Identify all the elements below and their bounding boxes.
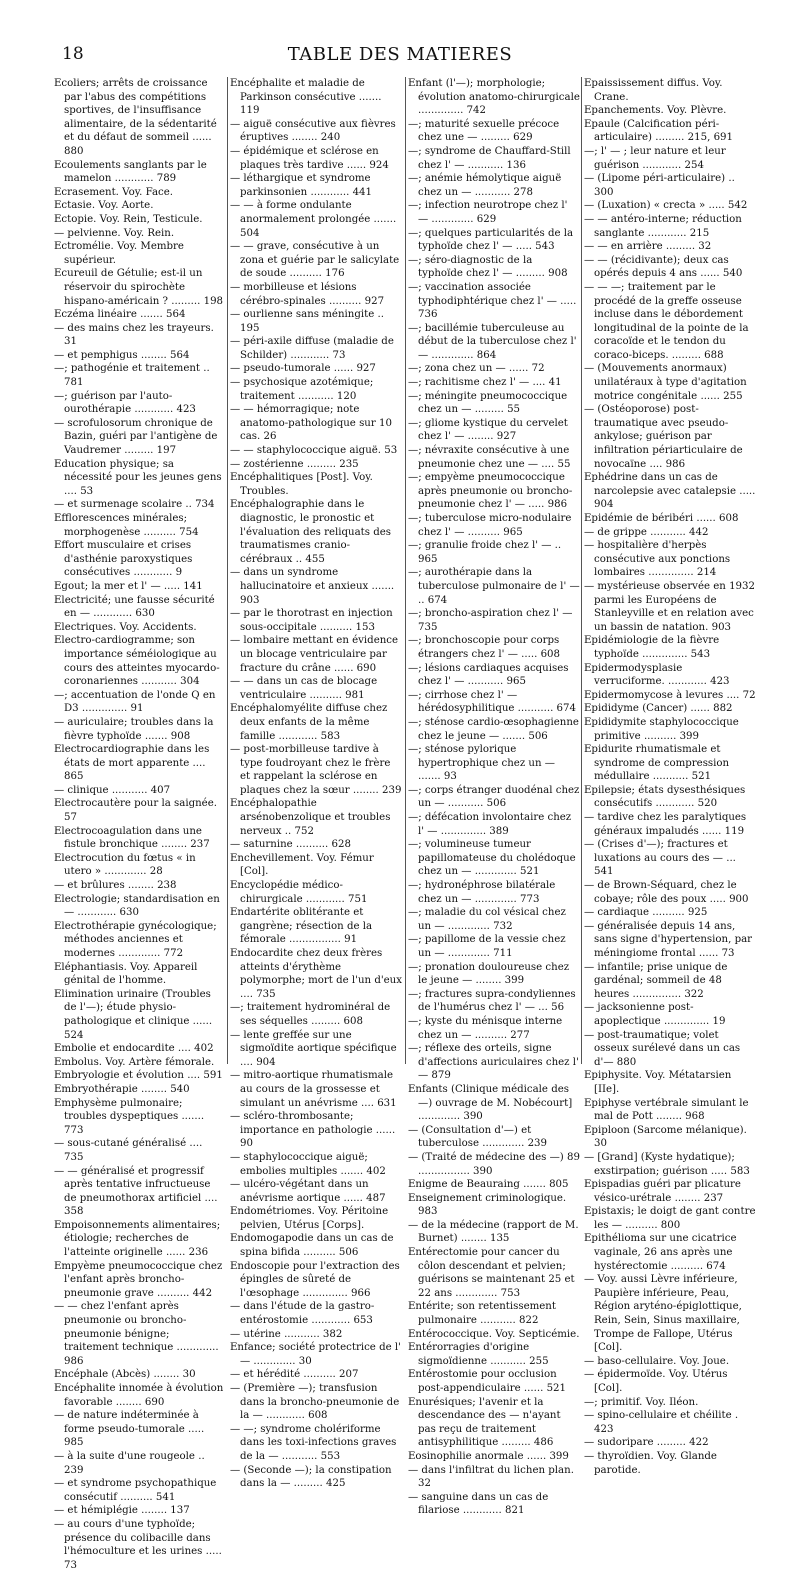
- index-entry: Epiphyse vertébrale simulant le mal de Pott ........ 968: [584, 1097, 749, 1123]
- index-entry: Eosinophilie anormale ...... 399: [408, 1450, 569, 1462]
- index-entry: Ectasie. Voy. Aorte.: [54, 200, 154, 212]
- index-column-1: [54, 77, 224, 1572]
- column-divider: [227, 77, 228, 1064]
- index-entry: — baso-cellulaire. Voy. Joue.: [584, 1355, 730, 1367]
- index-entry: — aiguë consécutive aux fièvres éruptives ........ 240: [230, 118, 396, 144]
- index-entry: — et pemphigus ........ 564: [54, 349, 190, 361]
- index-entry: — tardive chez les paralytiques généraux impaludés ...... 119: [584, 812, 747, 837]
- index-entry: — — grave, consécutive à un zona et guérie par le salicylate de soude .......... 176: [230, 241, 400, 280]
- index-entry: — spino-cellulaire et chéilite . 423: [584, 1410, 739, 1435]
- index-entry: Epanchements. Voy. Plèvre.: [584, 105, 727, 117]
- index-entry: —; gliome kystique du cervelet chez l' — ........ 927: [408, 417, 568, 443]
- index-entry: Endocardite chez deux frères atteints d'érythème polymorphe; mort de l'un d'eux .... 735: [230, 948, 402, 1000]
- index-entry: Elimination urinaire (Troubles de l'—); étude physio-pathologique et clinique ...... 524: [54, 988, 213, 1041]
- index-entry: Encéphalopathie arsénobenzolique et troubles nerveux .. 752: [230, 798, 391, 837]
- index-entry: Encéphalite innomée à évolution favorable ........ 690: [54, 1383, 224, 1408]
- index-entry: —; quelques particularités de la typhoïde chez l' — ..... 543: [408, 227, 574, 253]
- index-entry: — staphylococcique aiguë; embolies multiples ....... 402: [230, 1151, 386, 1177]
- index-entry: — (Première —); transfusion dans la broncho-pneumonie de la — ............ 608: [230, 1383, 400, 1422]
- index-entry: — [Grand] (Kyste hydatique); exstirpation; guérison ..... 583: [584, 1151, 750, 1177]
- index-entry: —; syndrome de Chauffard-Still chez l' — ........... 136: [408, 145, 571, 171]
- index-entry: Epidurite rhumatismale et syndrome de compression médullaire ........... 521: [584, 744, 730, 783]
- index-entry: — dans un syndrome hallucinatoire et anxieux ....... 903: [230, 567, 395, 606]
- index-entry: Epiploon (Sarcome mélanique). 30: [584, 1124, 747, 1150]
- index-entry: Embryothérapie ........ 540: [54, 1083, 190, 1095]
- index-entry: Electrologie; standardisation en — ............ 630: [54, 893, 220, 919]
- index-entry: —; fractures supra-condyliennes de l'humérus chez l' — ... 56: [408, 988, 576, 1014]
- index-entry: — et syndrome psychopathique consécutif .......... 541: [54, 1478, 217, 1503]
- index-entry: — — antéro-interne; réduction sanglante ............ 215: [584, 213, 742, 239]
- index-entry: Epistaxis; le doigt de gant contre les — .......... 800: [584, 1206, 756, 1231]
- index-entry: Endartérite oblitérante et gangrène; résection de la fémorale ................ 91: [230, 907, 373, 946]
- index-entry: Embolie et endocardite .... 402: [54, 1043, 214, 1055]
- column-divider: [581, 77, 582, 1064]
- index-column-3: [408, 77, 580, 1518]
- index-entry: Enfance; société protectrice de l' — ............. 30: [230, 1342, 401, 1367]
- index-entry: —; méningite pneumococcique chez un — ......... 55: [408, 390, 568, 416]
- index-entry: Encéphalitiques [Post]. Voy. Troubles.: [230, 472, 373, 497]
- column-divider: [405, 77, 406, 1064]
- index-column-2: [230, 77, 402, 1491]
- index-entry: Eléphantiasis. Voy. Appareil génital de l'homme.: [54, 961, 198, 987]
- index-entry: — — à forme ondulante anormalement prolongée ....... 504: [230, 200, 397, 239]
- index-entry: Empyème pneumococcique chez l'enfant après broncho-pneumonie grave .......... 442: [54, 1260, 223, 1299]
- index-entry: —; rachitisme chez l' — .... 41: [408, 377, 562, 389]
- index-entry: — lente greffée sur une sigmoïdite aortique spécifique .... 904: [230, 1029, 397, 1068]
- index-entry: — lombaire mettant en évidence un blocage ventriculaire par fracture du crâne ...... 690: [230, 635, 399, 674]
- index-entry: — de la médecine (rapport de M. Burnet) ........ 135: [408, 1219, 579, 1245]
- index-entry: — de Brown-Séquard, chez le cobaye; rôle des poux ..... 900: [584, 880, 749, 905]
- index-entry: — zostérienne ......... 235: [230, 458, 359, 470]
- index-entry: — (Lipome péri-articulaire) .. 300: [584, 173, 735, 198]
- index-entry: —; guérison par l'auto-ourothérapie ............ 423: [54, 390, 196, 416]
- index-entry: — des mains chez les trayeurs. 31: [54, 322, 214, 348]
- index-entry: —; défécation involontaire chez l' — .............. 389: [408, 812, 572, 837]
- index-entry: —; maturité sexuelle précoce chez une — ......... 629: [408, 118, 560, 144]
- index-entry: — (Crises d'—); fractures et luxations au cours des — ... 541: [584, 839, 736, 878]
- index-entry: Encéphalographie dans le diagnostic, le pronostic et l'évaluation des reliquats des traumatismes cranio-cérébraux .. 455: [230, 499, 392, 565]
- index-entry: Electro-cardiogramme; son importance séméiologique au cours des atteintes myocardo-coronariennes ........... 304: [54, 635, 220, 688]
- index-entry: Eczéma linéaire ....... 564: [54, 309, 186, 321]
- index-entry: — pseudo-tumorale ...... 927: [230, 363, 376, 375]
- index-entry: —; anémie hémolytique aiguë chez un — ........... 278: [408, 173, 562, 198]
- index-entry: Entérococcique. Voy. Septicémie.: [408, 1328, 580, 1340]
- index-entry: — psychosique azotémique; traitement ........... 120: [230, 377, 374, 402]
- page-number: 18: [62, 44, 84, 64]
- index-entry: Education physique; sa nécessité pour les jeunes gens .... 53: [54, 458, 222, 497]
- index-entry: Epididyme (Cancer) ...... 882: [584, 703, 733, 715]
- index-entry: — post-traumatique; volet osseux surélevé dans un cas d'— 880: [584, 1029, 741, 1068]
- index-entry: — léthargique et syndrome parkinsonien ............ 441: [230, 173, 373, 198]
- index-entry: Effort musculaire et crises d'asthénie paroxystiques consécutives ............ 9: [54, 540, 193, 579]
- index-entry: Ecoulements sanglants par le mamelon ............ 789: [54, 159, 207, 185]
- index-entry: —; sténose pylorique hypertrophique chez un — ....... 93: [408, 744, 555, 783]
- index-entry: Entérite; son retentissement pulmonaire ........... 822: [408, 1301, 556, 1327]
- index-entry: Endomogapodie dans un cas de spina bifida .......... 506: [230, 1233, 394, 1259]
- index-entry: Enfant (l'—); morphologie; évolution anatomo-chirurgicale .............. 742: [408, 78, 580, 117]
- index-entry: Endoscopie pour l'extraction des épingles de sûreté de l'œsophage .............. 966: [230, 1260, 400, 1299]
- index-entry: Electrocution du fœtus « in utero » ............. 28: [54, 852, 196, 878]
- index-entry: — — chez l'enfant après pneumonie ou broncho-pneumonie bénigne; traitement technique ............. 986: [54, 1301, 219, 1367]
- index-entry: — (Ostéoporose) post-traumatique avec pseudo-ankylose; guérison par infiltration périarticulaire de novocaïne .... 986: [584, 404, 743, 470]
- index-entry: — de grippe ........... 442: [584, 526, 709, 538]
- index-entry: Epaississement diffus. Voy. Crane.: [584, 78, 723, 103]
- index-entry: —; volumineuse tumeur papillomateuse du cholédoque chez un — ............. 521: [408, 839, 576, 878]
- index-entry: — épidémique et sclérose en plaques très tardive ...... 924: [230, 145, 389, 171]
- index-entry: — de nature indéterminée à forme pseudo-tumorale ..... 985: [54, 1410, 205, 1449]
- index-entry: Epaule (Calcification péri-articulaire) ......... 215, 691: [584, 118, 734, 144]
- index-entry: —; kyste du ménisque interne chez un — .......... 277: [408, 1015, 563, 1041]
- index-entry: — ourlienne sans méningite .. 195: [230, 309, 384, 334]
- index-entry: Electrothérapie gynécologique; méthodes anciennes et modernes ............. 772: [54, 920, 217, 959]
- index-entry: Electrocoagulation dans une fistule bronchique ........ 237: [54, 825, 210, 851]
- index-column-4: [584, 77, 756, 1477]
- index-entry: — —; syndrome cholériforme dans les toxi-infections graves de la — ........... 553: [230, 1423, 397, 1462]
- index-entry: —; lésions cardiaques acquises chez l' — ........... 965: [408, 662, 569, 688]
- index-entry: — et hémiplégie ........ 137: [54, 1505, 190, 1517]
- index-entry: — cardiaque .......... 925: [584, 907, 708, 919]
- index-entry: —; broncho-aspiration chez l' — 735: [408, 608, 573, 633]
- index-entry: — — staphylococcique aiguë. 53: [230, 445, 398, 457]
- index-entry: — par le thorotrast en injection sous-occipitale .......... 153: [230, 608, 393, 633]
- index-entry: —; bronchoscopie pour corps étrangers chez l' — ..... 608: [408, 635, 561, 660]
- index-entry: Empoisonnements alimentaires; étiologie; recherches de l'atteinte originelle ...... 236: [54, 1219, 221, 1259]
- index-entry: Epispadias guéri par plicature vésico-urétrale ........ 237: [584, 1179, 741, 1204]
- index-entry: Entérostomie pour occlusion post-appendiculaire ...... 521: [408, 1369, 567, 1394]
- index-entry: —; réflexe des orteils, signe d'affections auriculaires chez l' — 879: [408, 1043, 579, 1082]
- index-entry: — à la suite d'une rougeole .. 239: [54, 1450, 205, 1476]
- index-entry: Efflorescences minérales; morphogenèse .......... 754: [54, 513, 199, 538]
- index-entry: — clinique ........... 407: [54, 784, 171, 796]
- index-entry: —; névraxite consécutive à une pneumonie chez une — .... 55: [408, 445, 571, 470]
- index-entry: — morbilleuse et lésions cérébro-spinales .......... 927: [230, 281, 385, 307]
- index-entry: — pelvienne. Voy. Rein.: [54, 227, 175, 239]
- index-entry: Egout; la mer et l' — ..... 141: [54, 580, 203, 592]
- index-entry: — (Seconde —); la constipation dans la — ......... 425: [230, 1464, 392, 1490]
- index-entry: — scrofulosorum chronique de Bazin, guéri par l'antigène de Vaudremer ......... 197: [54, 417, 218, 457]
- index-entry: — et surmenage scolaire .. 734: [54, 499, 215, 511]
- index-entry: — jacksonienne post-apoplectique .............. 19: [584, 1002, 726, 1027]
- index-entry: — mystérieuse observée en 1932 parmi les Européens de Stanleyville et en relation avec un bassin de natation. 903: [584, 580, 755, 633]
- index-entry: Encéphale (Abcès) ........ 30: [54, 1369, 196, 1381]
- index-entry: — sudoripare ......... 422: [584, 1437, 709, 1449]
- index-entry: — saturnine .......... 628: [230, 839, 351, 851]
- index-entry: — utérine ........... 382: [230, 1328, 343, 1340]
- index-entry: —; maladie du col vésical chez un — ............. 732: [408, 907, 566, 932]
- index-entry: — scléro-thrombosante; importance en pathologie ...... 90: [230, 1111, 396, 1150]
- index-entry: Encyclopédie médico-chirurgicale ............ 751: [230, 880, 368, 905]
- index-entry: —; pronation douloureuse chez le jeune — ........ 399: [408, 961, 570, 987]
- page-title: TABLE DES MATIERES: [287, 44, 513, 65]
- index-entry: Ephédrine dans un cas de narcolepsie avec catalepsie ..... 904: [584, 472, 756, 511]
- index-entry: — (Consultation d'—) et tuberculose ............. 239: [408, 1124, 548, 1150]
- index-entry: Enseignement criminologique. 983: [408, 1192, 567, 1218]
- index-entry: —; sténose cardio-œsophagienne chez le jeune — ....... 506: [408, 716, 579, 742]
- index-entry: — — généralisé et progressif après tentative infructueuse de pneumothorax artificiel .... 358: [54, 1165, 218, 1218]
- index-entry: — (Mouvements anormaux) unilatéraux à type d'agitation motrice congénitale ...... 255: [584, 363, 747, 402]
- index-entry: Enchevillement. Voy. Fémur [Col].: [230, 852, 374, 878]
- index-entry: —; hydronéphrose bilatérale chez un — ............. 773: [408, 880, 556, 905]
- index-entry: —; tuberculose micro-nodulaire chez l' — .......... 965: [408, 513, 572, 538]
- index-entry: Ectopie. Voy. Rein, Testicule.: [54, 213, 203, 225]
- index-entry: — mitro-aortique rhumatismale au cours de la grossesse et simulant un anévrisme .... 631: [230, 1070, 397, 1109]
- index-entry: Epidermomycose à levures .... 72: [584, 689, 756, 701]
- index-entry: — auriculaire; troubles dans la fièvre typhoïde ....... 908: [54, 716, 214, 742]
- index-entry: Embolus. Voy. Artère fémorale.: [54, 1056, 215, 1068]
- index-entry: —; cirrhose chez l' — hérédosyphilitique ........... 674: [408, 689, 576, 715]
- index-entry: Ecureuil de Gétulie; est-il un réservoir du spirochète hispano-américain ? ......... 198: [54, 268, 224, 307]
- index-entry: — dans l'infiltrat du lichen plan. 32: [408, 1464, 574, 1490]
- index-entry: —; infection neurotrope chez l' — ............. 629: [408, 200, 568, 225]
- index-entry: Embryologie et évolution .... 591: [54, 1070, 223, 1082]
- index-entry: — dans l'étude de la gastro-entérostomie ............ 653: [230, 1301, 375, 1327]
- index-entry: — hospitalière d'herpès consécutive aux ponctions lombaires .............. 214: [584, 540, 731, 579]
- index-entry: Enurésiques; l'avenir et la descendance des — n'ayant pas reçu de traitement antisyphilitique ......... 486: [408, 1396, 561, 1449]
- index-entry: — et brûlures ........ 238: [54, 880, 177, 892]
- index-entry: —; aurothérapie dans la tuberculose pulmonaire de l' — .. 674: [408, 567, 580, 606]
- index-entry: Emphysème pulmonaire; troubles dyspeptiques ....... 773: [54, 1097, 205, 1136]
- index-entry: Endométriomes. Voy. Péritoine pelvien, Utérus [Corps].: [230, 1206, 389, 1231]
- index-entry: —; papillome de la vessie chez un — ............. 711: [408, 934, 566, 959]
- index-entry: Encéphalite et maladie de Parkinson consécutive ....... 119: [230, 78, 382, 117]
- index-entry: Entérectomie pour cancer du côlon descendant et pelvien; guérisons se maintenant 25 et 22 ans ............. 753: [408, 1247, 575, 1299]
- index-entry: — Voy. aussi Lèvre inférieure, Paupière inférieure, Peau, Région aryténo-épiglottique, Rein, Sein, Sinus maxillaire, Trompe de Fallope, Utérus [Col].: [584, 1274, 742, 1354]
- index-entry: — au cours d'une typhoïde; présence du colibacille dans l'hémoculture et les urines ..... 73: [54, 1518, 222, 1571]
- index-entry: Epithélioma sur une cicatrice vaginale, 26 ans après une hystérectomie .......... 674: [584, 1233, 737, 1272]
- index-entry: Epidémie de béribéri ...... 608: [584, 513, 739, 524]
- index-entry: Epidermodysplasie verruciforme. ............ 423: [584, 662, 730, 688]
- index-entry: —; séro-diagnostic de la typhoïde chez l' — ......... 908: [408, 254, 568, 280]
- index-entry: —; granulie froide chez l' — .. 965: [408, 540, 562, 565]
- page-header: [0, 44, 800, 72]
- index-entry: — — dans un cas de blocage ventriculaire .......... 981: [230, 676, 378, 701]
- index-entry: —; primitif. Voy. Iléon.: [584, 1396, 699, 1408]
- index-entry: — — (récidivante); deux cas opérés depuis 4 ans ...... 540: [584, 254, 743, 280]
- index-entry: Electricité; une fausse sécurité en — ............ 630: [54, 594, 215, 620]
- index-entry: — post-morbilleuse tardive à type foudroyant chez le frère et rappelant la sclérose en plaques chez la sœur ........ 239: [230, 744, 402, 796]
- index-entry: — (Luxation) « crecta » ..... 542: [584, 200, 748, 212]
- index-entry: —; empyème pneumococcique après pneumonie ou broncho-pneumonie chez l' — ..... 986: [408, 472, 573, 511]
- index-entry: — — en arrière ......... 32: [584, 241, 712, 253]
- index-entry: Ecrasement. Voy. Face.: [54, 186, 174, 198]
- index-entry: — sous-cutané généralisé .... 735: [54, 1138, 203, 1163]
- index-entry: —; bacillémie tuberculeuse au début de la tuberculose chez l' — ............. 864: [408, 322, 577, 361]
- index-entry: —; traitement hydrominéral de ses séquelles ......... 608: [230, 1002, 391, 1027]
- index-entry: — et hérédité .......... 207: [230, 1369, 359, 1381]
- index-entry: — généralisée depuis 14 ans, sans signe d'hypertension, par méningiome frontal ...... 73: [584, 920, 753, 959]
- index-entry: —; zona chez un — ...... 72: [408, 363, 545, 375]
- index-entry: Ecoliers; arrêts de croissance par l'abus des compétitions sportives, de l'insuffisance alimentaire, de la sédentarité et du défaut de sommeil ...... 880: [54, 78, 217, 157]
- index-entry: —; pathogénie et traitement .. 781: [54, 363, 210, 389]
- index-entry: —; accentuation de l'onde Q en D3 .............. 91: [54, 689, 216, 715]
- index-entry: Ectromélie. Voy. Membre supérieur.: [54, 241, 184, 266]
- index-entry: Electrocardiographie dans les états de mort apparente .... 865: [54, 744, 210, 783]
- index-entry: — ulcéro-végétant dans un anévrisme aortique ...... 487: [230, 1179, 386, 1204]
- index-entry: — (Traité de médecine des —) 89 ................ 390: [408, 1151, 580, 1177]
- index-entry: — péri-axile diffuse (maladie de Schilder) ............ 73: [230, 336, 394, 361]
- index-entry: Epilepsie; états dysesthésiques consécutifs ............ 520: [584, 784, 746, 810]
- index-entry: — épidermoïde. Voy. Utérus [Col].: [584, 1369, 728, 1394]
- index-entry: — — —; traitement par le procédé de la greffe osseuse incluse dans le débordement longitudinal de la pointe de la coracoïde et le tendon du coraco-biceps. ......... 688: [584, 281, 749, 361]
- index-entry: —; corps étranger duodénal chez un — ........... 506: [408, 784, 580, 810]
- index-entry: Electriques. Voy. Accidents.: [54, 621, 197, 633]
- index-entry: Epiphysite. Voy. Métatarsien [IIe].: [584, 1070, 732, 1095]
- index-entry: Electrocautère pour la saignée. 57: [54, 798, 217, 824]
- index-entry: — infantile; prise unique de gardénal; sommeil de 48 heures ............... 322: [584, 961, 728, 1000]
- index-entry: —; vaccination associée typhodiphtérique chez l' — ..... 736: [408, 281, 577, 321]
- index-entry: Enfants (Clinique médicale des —) ouvrage de M. Nobécourt] ............. 390: [408, 1083, 573, 1123]
- index-entry: Epidémiologie de la fièvre typhoïde .............. 543: [584, 635, 720, 660]
- index-entry: Encéphalomyélite diffuse chez deux enfants de la même famille ............ 583: [230, 703, 388, 742]
- index-entry: Epididymite staphylococcique primitive .......... 399: [584, 716, 739, 742]
- index-entry: — sanguine dans un cas de filariose ............ 821: [408, 1491, 549, 1517]
- index-entry: Enigme de Beauraing ....... 805: [408, 1179, 569, 1191]
- index-entry: Entérorragies d'origine sigmoïdienne ........... 255: [408, 1342, 549, 1367]
- index-entry: — thyroïdien. Voy. Glande parotide.: [584, 1450, 717, 1476]
- index-entry: — — hémorragique; note anatomo-pathologique sur 10 cas. 26: [230, 404, 392, 443]
- index-entry: —; l' — ; leur nature et leur guérison ............ 254: [584, 145, 726, 171]
